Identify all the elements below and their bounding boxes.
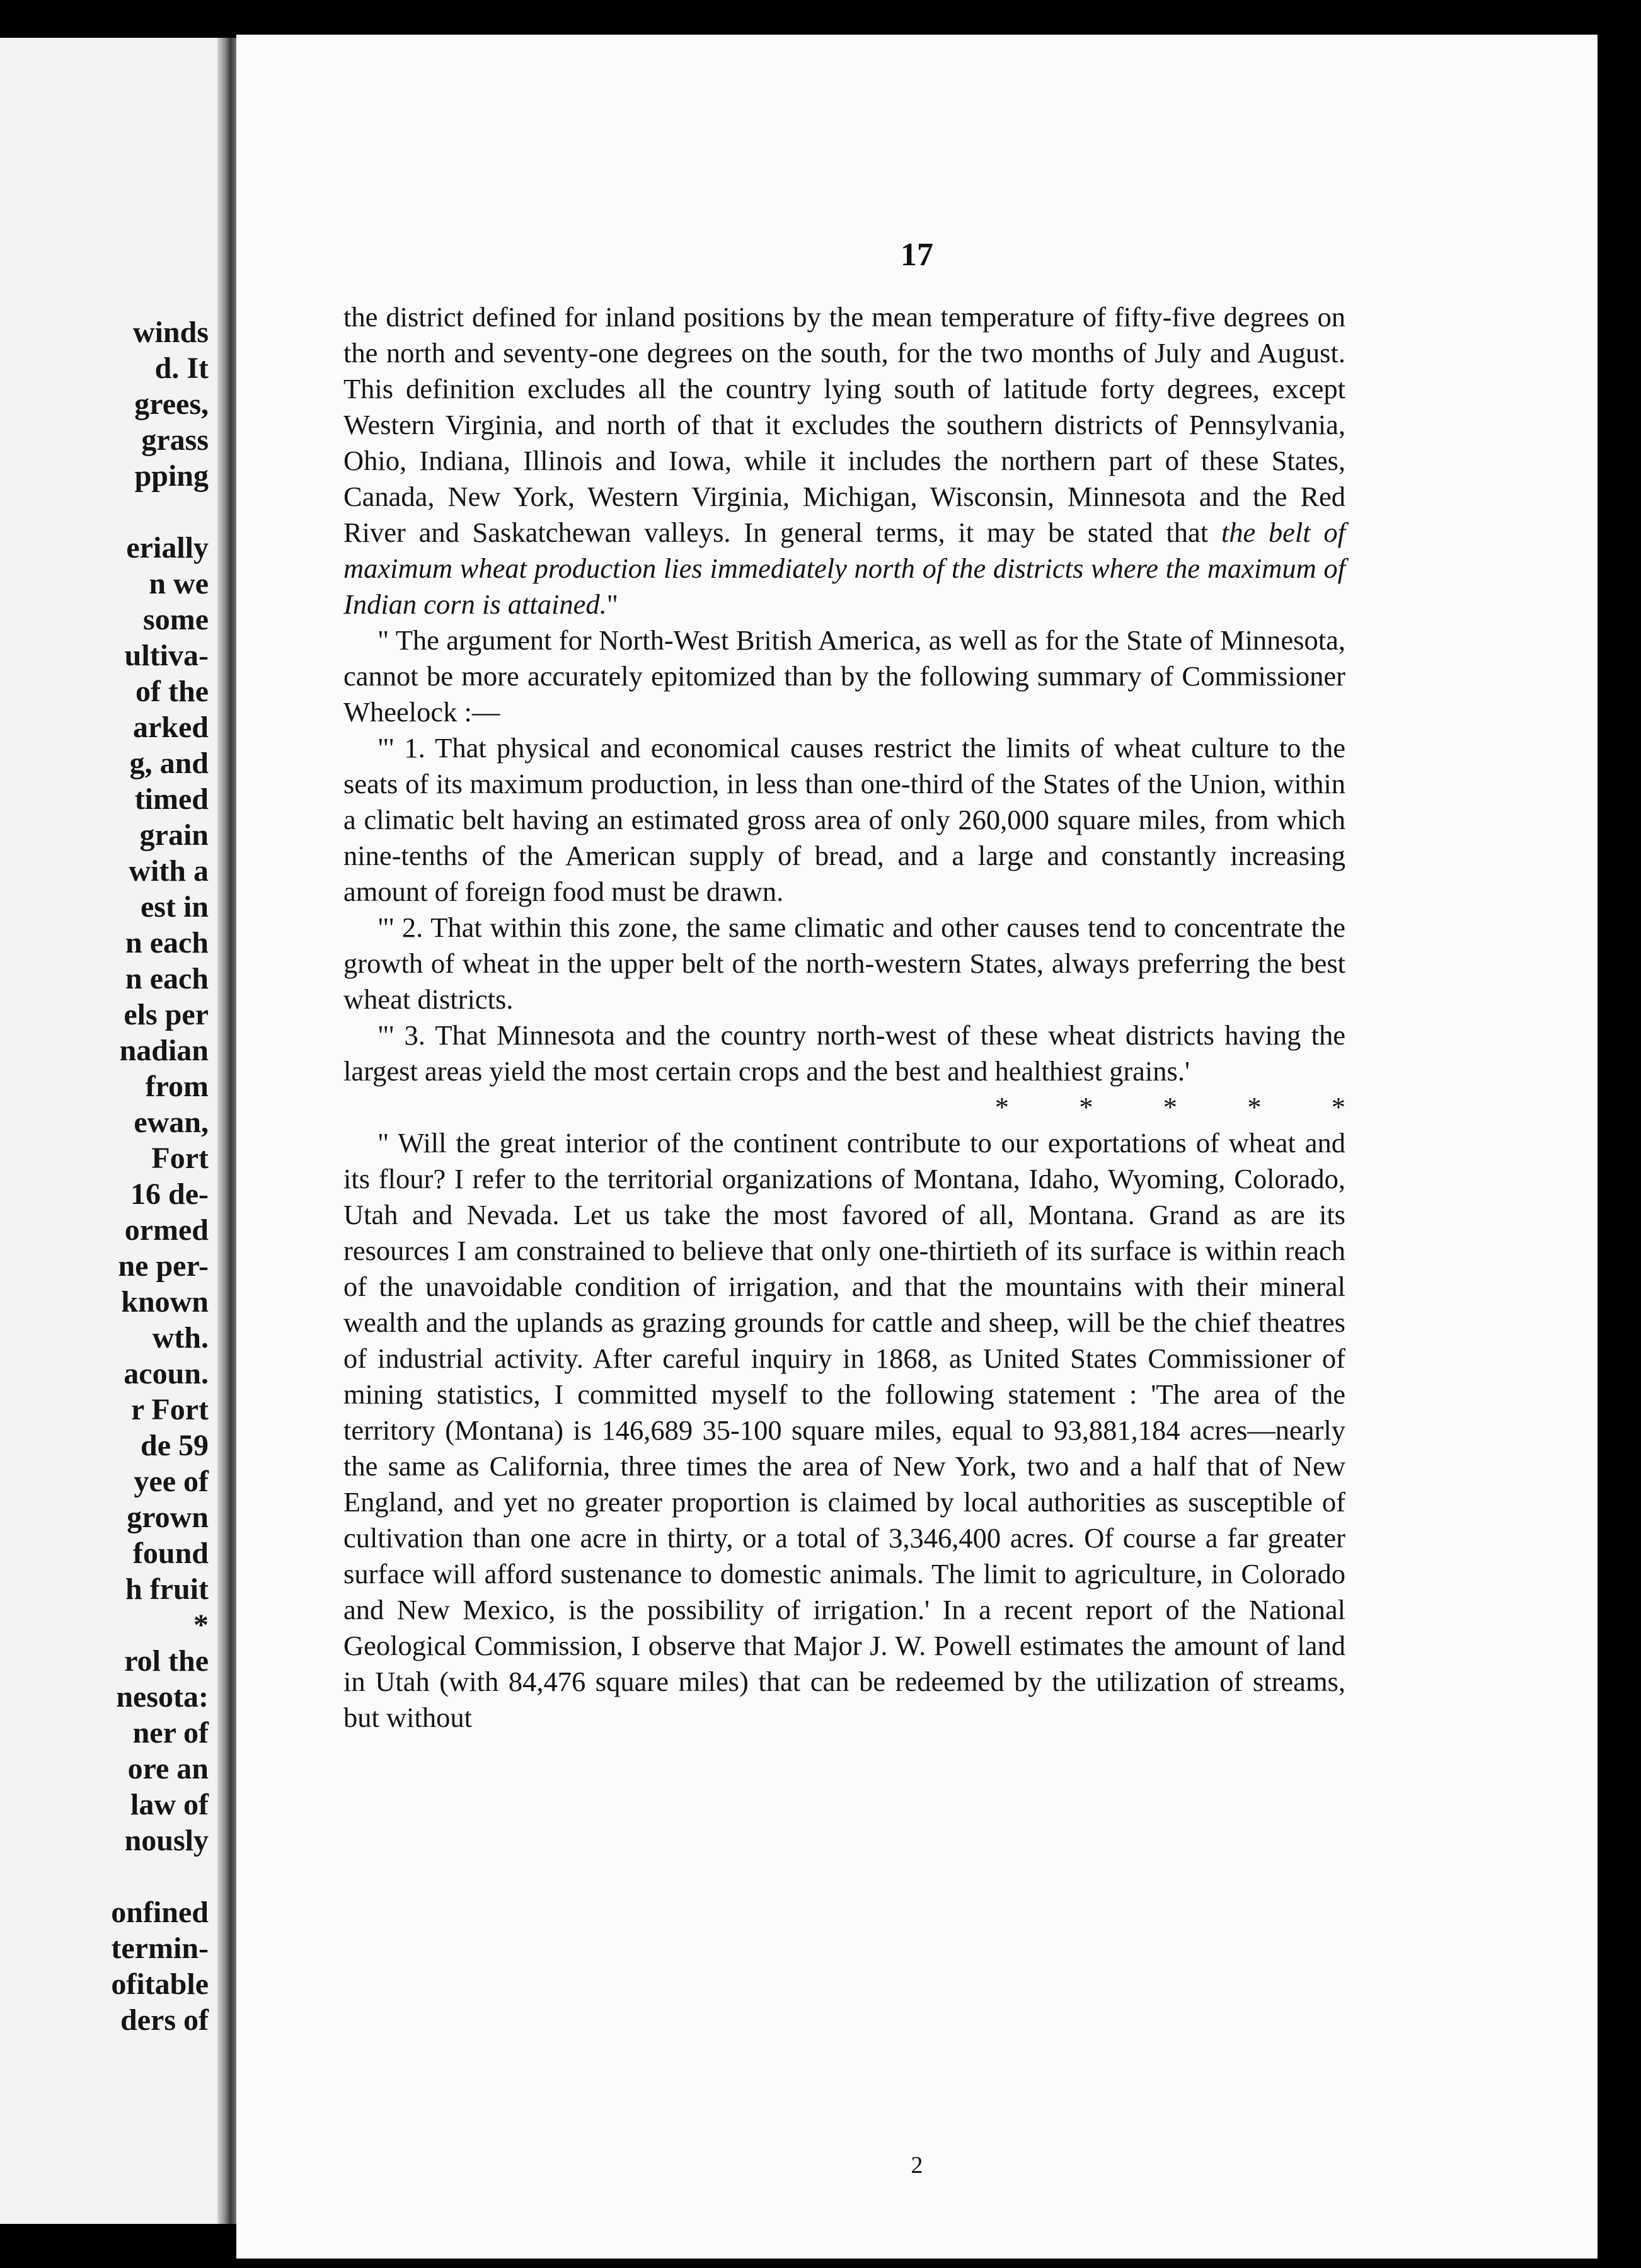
left-page-line: n each (125, 926, 209, 959)
left-page-line: yee of (134, 1465, 209, 1498)
left-page-line: acoun. (124, 1357, 209, 1390)
left-page-fragment (0, 38, 217, 2224)
right-page (236, 35, 1598, 2259)
text-run: " Will the great interior of the continent contribute to our exportations of wheat and its flour? I refer to the territorial organizations of Montana, Idaho, Wyoming, Colorado, Utah and Nevada. Let us take the most favored of all, Montana. Grand as are its resources I am constrained to believe that only one-thirtieth of its surface is within reach of the unavoidable condition of irrigation, and that the mountains with their mineral wealth and the uplands as grazing grounds for cattle and sheep, will be the chief theatres of industrial activity. After careful inquiry in 1868, as United States Commissioner of mining statistics, I committed myself to the following statement : 'The area of the territory (Montana) is 146,689 35-100 square miles, equal to 93,881,184 acres—nearly the same as California, three times the area of New York, two and a half that of New England, and yet no greater proportion is claimed by local authorities as susceptible of cultivation than one acre in thirty, or a total of 3,346,400 acres. Of course a far greater surface will afford sustenance to domestic animals. The limit to agriculture, in Colorado and New Mexico, is the possibility of irrigation.' In a recent report of the National Geological Commission, I observe that Major J. W. Powell estimates the amount of land in Utah (with 84,476 square miles) that can be redeemed by the utilization of streams, but without (343, 1127, 1345, 1733)
left-page-line: found (132, 1537, 209, 1570)
left-page-line: * (193, 1608, 209, 1642)
left-page-line: onfined (111, 1896, 209, 1929)
left-page-line: winds (132, 316, 209, 349)
left-page-line: nesota: (116, 1680, 209, 1714)
left-page-line: law of (130, 1788, 209, 1821)
left-page-line: ofitable (111, 1967, 209, 2001)
left-page-line: timed (134, 782, 209, 816)
left-page-line: nadian (119, 1034, 209, 1067)
left-page-line: n each (125, 962, 209, 995)
left-page-line: els per (124, 998, 209, 1031)
left-page-line: 16 de- (130, 1177, 209, 1211)
left-page-line: pping (134, 459, 209, 493)
left-page-line: Fort (151, 1142, 209, 1175)
text-run: "' 2. That within this zone, the same climatic and other causes tend to concentrate the growth of wheat in the upper belt of the north-western States, always preferring the best wheat districts. (343, 912, 1345, 1015)
paragraph (343, 1125, 1345, 1736)
italic-text: the belt of maximum wheat production lies immediately north of the districts where the maximum of Indian corn is attained. (343, 517, 1345, 620)
left-page-line: ore an (127, 1752, 209, 1785)
left-page-line: ewan, (134, 1106, 209, 1139)
page-number: 17 (901, 237, 933, 273)
left-page-line: with a (129, 854, 209, 888)
body-text (343, 299, 1345, 1736)
left-page-line: n we (149, 567, 209, 600)
left-page-line: g, and (129, 747, 209, 780)
left-page-line: wth. (152, 1321, 209, 1354)
left-page-line: erially (126, 531, 209, 564)
left-page-line: known (121, 1285, 209, 1319)
left-page-line: est in (141, 890, 209, 924)
left-page-line: grain (139, 818, 209, 852)
left-page-line: r Fort (130, 1393, 209, 1426)
text-run: "' 1. That physical and economical causes restrict the limits of wheat culture to the seats of its maximum production, in less than one-third of the States of the Union, within a climatic belt having an estimated gross area of only 260,000 square miles, from which nine-tenths of the American supply of bread, and a large and constantly increasing amount of foreign food must be drawn. (343, 732, 1345, 907)
signature-mark: 2 (911, 2152, 923, 2179)
left-page-line: ders of (120, 2003, 209, 2037)
left-page-line: ormed (124, 1213, 209, 1247)
left-page-line: nously (124, 1824, 209, 1857)
paragraph (343, 299, 1345, 622)
book-gutter (217, 38, 236, 2224)
paragraph (343, 622, 1345, 730)
text-run: " (606, 588, 618, 620)
paragraph (343, 730, 1345, 910)
left-page-line: ne per- (118, 1249, 209, 1283)
left-page-line: from (145, 1070, 209, 1103)
left-page-line: grass (141, 423, 209, 457)
paragraph (343, 1017, 1345, 1125)
left-page-line: h fruit (125, 1572, 209, 1606)
left-page-line: some (143, 603, 209, 636)
left-page-line: ultiva- (124, 639, 209, 672)
left-page-line: rol the (124, 1644, 209, 1678)
left-page-line: d. It (154, 352, 209, 385)
text-run: the district defined for inland positions by the mean temperature of fifty-five degrees on the north and seventy-one degrees on the south, for the two months of July and August. This definition excludes all the country lying south of latitude forty degrees, except Western Virginia, and north of that it excludes the southern districts of Pennsylvania, Ohio, Indiana, Illinois and Iowa, while it includes the northern part of these States, Canada, New York, Western Virginia, Michigan, Wisconsin, Minnesota and the Red River and Saskatchewan valleys. In general terms, it may be stated that (343, 301, 1345, 548)
left-page-line: termin- (111, 1932, 209, 1965)
text-run: " The argument for North-West British America, as well as for the State of Minnesota, cannot be more accurately epitomized than by the following summary of Commissioner Wheelock :— (343, 624, 1345, 728)
left-page-line: of the (135, 675, 209, 708)
text-run: "' 3. That Minnesota and the country north-west of these wheat districts having the largest areas yield the most certain crops and the best and healthiest grains.' (343, 1019, 1345, 1087)
left-page-line: grees, (134, 387, 209, 421)
paragraph (343, 910, 1345, 1017)
left-page-line: de 59 (141, 1429, 209, 1462)
left-page-line: grown (127, 1501, 209, 1534)
ellipsis-stars: * * * * * (994, 1091, 1345, 1123)
left-page-line: ner of (132, 1716, 209, 1750)
left-page-line: arked (133, 711, 209, 744)
